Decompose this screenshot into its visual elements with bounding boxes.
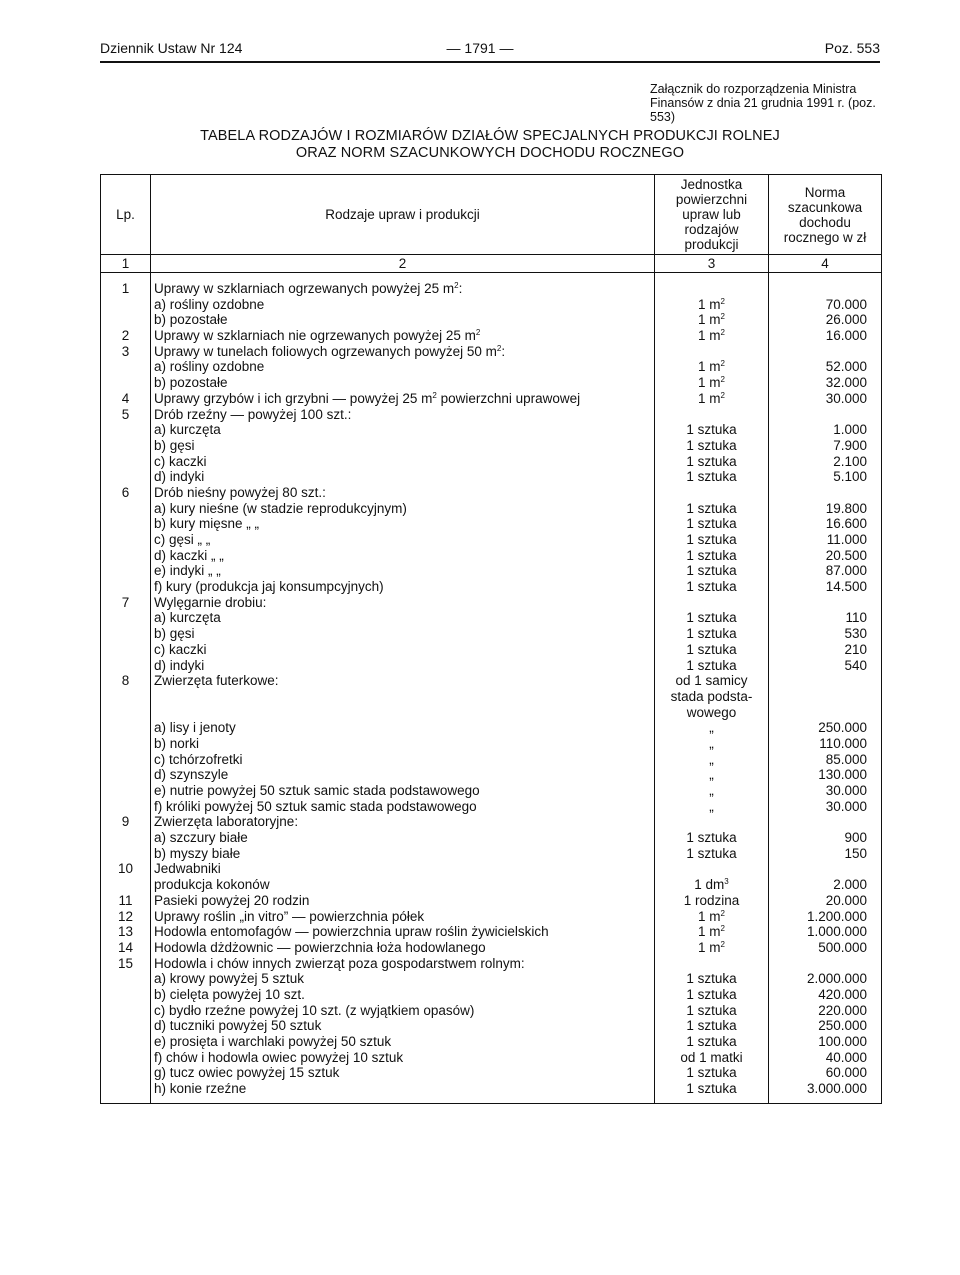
row-number: 5 xyxy=(101,407,151,485)
line-unit: 1 sztuka xyxy=(686,830,737,846)
table-body xyxy=(101,273,882,1104)
row-unit xyxy=(655,485,769,595)
line-norm: 32.000 xyxy=(825,375,867,391)
row-number: 4 xyxy=(101,391,151,407)
line-text: a) krowy powyżej 5 sztuk xyxy=(154,971,305,987)
line-norm: 2.000 xyxy=(833,877,867,893)
line-norm: 500.000 xyxy=(818,939,867,955)
line-unit xyxy=(658,595,765,611)
position-number: Poz. 553 xyxy=(824,40,880,56)
header-lp: Lp. xyxy=(101,175,151,255)
line-text: a) rośliny ozdobne xyxy=(154,296,265,312)
line-norm xyxy=(772,861,867,877)
row-norm xyxy=(769,893,882,909)
row-norm xyxy=(769,924,882,940)
row-number: 13 xyxy=(101,924,151,940)
line-unit: 1 sztuka xyxy=(686,547,737,563)
line-norm xyxy=(772,814,867,830)
table-row xyxy=(101,861,882,892)
row-description xyxy=(151,328,655,344)
line-norm: 7.900 xyxy=(833,437,867,453)
line-text: d) tuczniki powyżej 50 sztuk xyxy=(154,1018,322,1034)
line-unit: 1 sztuka xyxy=(686,610,737,626)
row-unit xyxy=(655,814,769,861)
line-norm: 60.000 xyxy=(825,1065,867,1081)
line-unit: stada podsta- xyxy=(670,688,753,704)
row-description xyxy=(151,814,655,861)
annex-note: Załącznik do rozporządzenia Ministra Finansów z dnia 21 grudnia 1991 r. (poz. 553) xyxy=(650,82,876,124)
line-text: d) kaczki „ „ xyxy=(154,547,224,563)
line-unit: 1 sztuka xyxy=(686,657,737,673)
line-text: Hodowla i chów innych zwierząt poza gospodarstwem rolnym: xyxy=(154,955,525,971)
document-title xyxy=(100,128,880,162)
line-norm: 20.000 xyxy=(825,892,867,908)
row-number: 12 xyxy=(101,909,151,925)
line-norm: 130.000 xyxy=(818,767,867,783)
row-norm xyxy=(769,485,882,595)
line-text: f) kury (produkcja jaj konsumpcyjnych) xyxy=(154,579,384,595)
line-norm xyxy=(772,595,867,611)
line-text: b) gęsi xyxy=(154,626,195,642)
line-text: d) indyki xyxy=(154,469,205,485)
line-norm: 210 xyxy=(844,641,867,657)
header-rule xyxy=(100,61,880,63)
line-text: Jedwabniki xyxy=(154,861,221,877)
line-norm: 250.000 xyxy=(818,1018,867,1034)
row-unit xyxy=(655,673,769,814)
line-norm xyxy=(772,689,867,705)
line-text: c) kaczki xyxy=(154,641,207,657)
line-norm: 530 xyxy=(844,626,867,642)
line-unit: od 1 matki xyxy=(680,1049,743,1065)
line-unit: 1 $m^2$ xyxy=(698,939,725,955)
line-norm: 40.000 xyxy=(825,1049,867,1065)
table-row xyxy=(101,485,882,595)
column-number-row xyxy=(101,255,882,273)
line-norm: 110.000 xyxy=(819,735,867,751)
table-row xyxy=(101,956,882,1104)
line-unit: 1 $m^2$ xyxy=(698,328,725,344)
line-norm xyxy=(772,956,867,972)
line-text: b) norki xyxy=(154,735,200,751)
title-line-1: TABELA RODZAJÓW I ROZMIARÓW DZIAŁÓW SPECJALNYCH PRODUKCJI ROLNEJ xyxy=(200,128,780,144)
line-text: a) lisy i jenoty xyxy=(154,720,236,736)
row-unit xyxy=(655,956,769,1104)
line-unit: „ xyxy=(709,783,714,799)
page-number: — 1791 — xyxy=(446,40,514,56)
row-description xyxy=(151,407,655,485)
line-text: b) gęsi xyxy=(154,437,195,453)
column-number: 2 xyxy=(151,255,655,273)
header-unit: Jednostka powierzchni upraw lub rodzajów produkcji xyxy=(655,175,769,255)
line-unit xyxy=(658,956,765,972)
table-row xyxy=(101,407,882,485)
row-number: 10 xyxy=(101,861,151,892)
header-norm: Norma szacunkowa dochodu rocznego w zł xyxy=(769,175,882,255)
line-text: f) chów i hodowla owiec powyżej 10 sztuk xyxy=(154,1049,404,1065)
line-unit: 1 $m^2$ xyxy=(698,359,725,375)
line-text: Hodowla entomofagów — powierzchnia upraw roślin żywicielskich xyxy=(154,924,549,940)
line-unit: 1 sztuka xyxy=(686,1002,737,1018)
row-norm xyxy=(769,861,882,892)
line-text: produkcja kokonów xyxy=(154,877,270,893)
line-text: g) tucz owiec powyżej 15 sztuk xyxy=(154,1065,340,1081)
line-unit: 1 $m^2$ xyxy=(698,312,725,328)
row-norm xyxy=(769,595,882,673)
row-number: 2 xyxy=(101,328,151,344)
line-text: a) kurczęta xyxy=(154,610,221,626)
row-description xyxy=(151,595,655,673)
row-description xyxy=(151,956,655,1104)
row-number: 8 xyxy=(101,673,151,814)
line-norm: 11.000 xyxy=(826,532,867,548)
row-norm xyxy=(769,956,882,1104)
line-norm: 420.000 xyxy=(818,987,867,1003)
line-text: a) kurczęta xyxy=(154,422,221,438)
line-text: c) tchórzofretki xyxy=(154,751,243,767)
line-text xyxy=(154,705,651,721)
row-unit xyxy=(655,861,769,892)
row-unit xyxy=(655,924,769,940)
line-text: b) pozostałe xyxy=(154,312,228,328)
line-unit: 1 sztuka xyxy=(686,437,737,453)
column-number: 3 xyxy=(655,255,769,273)
journal-title: Dziennik Ustaw Nr 124 xyxy=(100,40,243,56)
table-row xyxy=(101,391,882,407)
line-text: b) cielęta powyżej 10 szt. xyxy=(154,987,305,1003)
table-row xyxy=(101,595,882,673)
line-norm: 150 xyxy=(844,845,867,861)
row-norm xyxy=(769,273,882,329)
line-norm: 1.200.000 xyxy=(806,908,867,924)
row-description xyxy=(151,861,655,892)
row-description xyxy=(151,940,655,956)
line-unit: 1 sztuka xyxy=(686,1065,737,1081)
line-unit: 1 rodzina xyxy=(683,892,740,908)
row-unit xyxy=(655,940,769,956)
row-norm xyxy=(769,328,882,344)
line-unit: 1 sztuka xyxy=(686,626,737,642)
line-norm xyxy=(772,344,867,360)
line-unit: 1 sztuka xyxy=(686,453,737,469)
line-unit xyxy=(658,814,765,830)
header-type: Rodzaje upraw i produkcji xyxy=(151,175,655,255)
line-norm: 26.000 xyxy=(825,312,867,328)
line-norm: 5.100 xyxy=(833,469,867,485)
row-norm xyxy=(769,344,882,391)
row-norm xyxy=(769,909,882,925)
line-unit: 1 sztuka xyxy=(686,1034,737,1050)
row-number: 11 xyxy=(101,893,151,909)
line-norm xyxy=(772,281,867,297)
row-unit xyxy=(655,407,769,485)
title-line-2: ORAZ NORM SZACUNKOWYCH DOCHODU ROCZNEGO xyxy=(295,145,685,161)
line-text: b) kury mięsne „ „ xyxy=(154,516,260,532)
line-unit: 1 sztuka xyxy=(686,516,737,532)
line-norm: 16.000 xyxy=(825,328,867,344)
line-unit: 1 sztuka xyxy=(686,1081,737,1097)
line-norm: 19.800 xyxy=(825,500,867,516)
line-unit xyxy=(658,407,765,423)
line-text: Wylęgarnie drobiu: xyxy=(154,594,267,610)
line-text: Uprawy w tunelach foliowych ogrzewanych powyżej 50 $m^2$: xyxy=(154,343,506,359)
line-norm: 52.000 xyxy=(825,359,867,375)
column-number: 1 xyxy=(101,255,151,273)
line-unit xyxy=(658,281,765,297)
line-norm: 85.000 xyxy=(825,751,867,767)
line-text: c) kaczki xyxy=(154,453,207,469)
table-row xyxy=(101,814,882,861)
row-norm xyxy=(769,940,882,956)
line-unit: 1 sztuka xyxy=(686,469,737,485)
line-norm: 16.600 xyxy=(825,516,867,532)
line-unit: 1 sztuka xyxy=(686,563,737,579)
line-norm xyxy=(772,673,867,689)
line-unit: „ xyxy=(709,767,714,783)
line-text: d) indyki xyxy=(154,657,205,673)
row-unit xyxy=(655,909,769,925)
line-norm: 900 xyxy=(844,830,867,846)
row-description xyxy=(151,893,655,909)
line-unit: 1 sztuka xyxy=(686,987,737,1003)
line-text: Pasieki powyżej 20 rodzin xyxy=(154,892,310,908)
line-text: e) prosięta i warchlaki powyżej 50 sztuk xyxy=(154,1034,392,1050)
line-norm: 30.000 xyxy=(825,783,867,799)
line-text: Uprawy roślin „in vitro” — powierzchnia półek xyxy=(154,908,425,924)
line-norm: 250.000 xyxy=(818,720,867,736)
line-unit: 1 sztuka xyxy=(686,500,737,516)
line-unit: „ xyxy=(709,735,714,751)
line-text: Uprawy w szklarniach nie ogrzewanych powyżej 25 $m^2$ xyxy=(154,328,481,344)
line-text: a) szczury białe xyxy=(154,830,248,846)
line-text: d) szynszyle xyxy=(154,767,229,783)
line-unit xyxy=(658,485,765,501)
table-row xyxy=(101,893,882,909)
table-row xyxy=(101,673,882,814)
line-norm: 87.000 xyxy=(825,563,867,579)
line-text: Drób rzeźny — powyżej 100 szt.: xyxy=(154,406,352,422)
table-row xyxy=(101,273,882,329)
line-norm: 2.000.000 xyxy=(806,971,867,987)
row-unit xyxy=(655,328,769,344)
line-text: a) kury nieśne (w stadzie reprodukcyjnym) xyxy=(154,500,407,516)
row-unit xyxy=(655,273,769,329)
row-number: 9 xyxy=(101,814,151,861)
line-norm: 30.000 xyxy=(825,390,867,406)
line-unit: 1 $m^2$ xyxy=(698,924,725,940)
line-text: h) konie rzeźne xyxy=(154,1081,247,1097)
line-text: f) króliki powyżej 50 sztuk samic stada podstawowego xyxy=(154,798,477,814)
row-unit xyxy=(655,344,769,391)
line-text: b) myszy białe xyxy=(154,845,241,861)
table-row xyxy=(101,924,882,940)
line-text: c) gęsi „ „ xyxy=(154,532,211,548)
line-norm xyxy=(772,705,867,721)
line-unit: 1 $m^2$ xyxy=(698,908,725,924)
line-norm: 540 xyxy=(844,657,867,673)
row-number: 1 xyxy=(101,273,151,329)
line-text: Zwierzęta futerkowe: xyxy=(154,673,279,689)
line-norm: 1.000 xyxy=(833,422,867,438)
line-unit: 1 sztuka xyxy=(686,532,737,548)
line-norm: 3.000.000 xyxy=(806,1081,867,1097)
line-unit: 1 sztuka xyxy=(686,845,737,861)
row-description xyxy=(151,273,655,329)
row-unit xyxy=(655,893,769,909)
row-number: 14 xyxy=(101,940,151,956)
table-row xyxy=(101,344,882,391)
line-norm: 2.100 xyxy=(833,453,867,469)
line-norm: 220.000 xyxy=(818,1002,867,1018)
row-number: 15 xyxy=(101,956,151,1104)
rates-table xyxy=(100,174,882,1104)
line-text: Drób nieśny powyżej 80 szt.: xyxy=(154,484,326,500)
line-norm: 110 xyxy=(845,610,867,626)
line-text: b) pozostałe xyxy=(154,375,228,391)
line-unit xyxy=(658,861,765,877)
line-norm xyxy=(772,407,867,423)
line-unit: 1 $m^2$ xyxy=(698,375,725,391)
row-description xyxy=(151,391,655,407)
line-unit xyxy=(658,344,765,360)
line-unit: od 1 samicy xyxy=(675,673,748,689)
line-norm: 30.000 xyxy=(825,798,867,814)
line-text: Zwierzęta laboratoryjne: xyxy=(154,814,299,830)
row-norm xyxy=(769,673,882,814)
line-norm: 100.000 xyxy=(818,1034,867,1050)
row-number: 6 xyxy=(101,485,151,595)
row-description xyxy=(151,909,655,925)
line-norm: 14.500 xyxy=(825,579,867,595)
row-number: 7 xyxy=(101,595,151,673)
table-header-row xyxy=(101,175,882,255)
table-row xyxy=(101,328,882,344)
line-unit: 1 sztuka xyxy=(686,641,737,657)
table-row xyxy=(101,940,882,956)
line-unit: 1 sztuka xyxy=(686,422,737,438)
row-number: 3 xyxy=(101,344,151,391)
line-unit: 1 sztuka xyxy=(686,971,737,987)
line-norm: 1.000.000 xyxy=(806,924,867,940)
line-unit: „ xyxy=(709,751,714,767)
row-description xyxy=(151,485,655,595)
line-unit: 1 sztuka xyxy=(686,579,737,595)
line-unit: 1 sztuka xyxy=(686,1018,737,1034)
line-unit: 1 $m^2$ xyxy=(698,390,725,406)
line-unit: wowego xyxy=(686,704,737,720)
table-row xyxy=(101,909,882,925)
line-norm: 20.500 xyxy=(825,547,867,563)
row-description xyxy=(151,924,655,940)
row-norm xyxy=(769,407,882,485)
line-unit: 1 $m^2$ xyxy=(698,296,725,312)
line-text xyxy=(154,689,651,705)
row-norm xyxy=(769,814,882,861)
row-description xyxy=(151,673,655,814)
line-text: c) bydło rzeźne powyżej 10 szt. (z wyjątkiem opasów) xyxy=(154,1002,475,1018)
line-text: Hodowla dżdżownic — powierzchnia łoża hodowlanego xyxy=(154,939,486,955)
line-unit: „ xyxy=(709,720,714,736)
line-norm xyxy=(772,485,867,501)
row-description xyxy=(151,344,655,391)
line-unit: 1 $dm^3$ xyxy=(694,877,729,893)
line-text: e) nutrie powyżej 50 sztuk samic stada podstawowego xyxy=(154,783,480,799)
row-unit xyxy=(655,595,769,673)
column-number: 4 xyxy=(769,255,882,273)
line-norm: 70.000 xyxy=(825,296,867,312)
row-unit xyxy=(655,391,769,407)
line-text: a) rośliny ozdobne xyxy=(154,359,265,375)
line-text: Uprawy w szklarniach ogrzewanych powyżej 25 $m^2$: xyxy=(154,281,463,296)
row-norm xyxy=(769,391,882,407)
line-unit: „ xyxy=(709,798,714,814)
line-text: Uprawy grzybów i ich grzybni — powyżej 25 $m^2$ powierzchni uprawowej xyxy=(154,390,581,406)
line-text: e) indyki „ „ xyxy=(154,563,221,579)
